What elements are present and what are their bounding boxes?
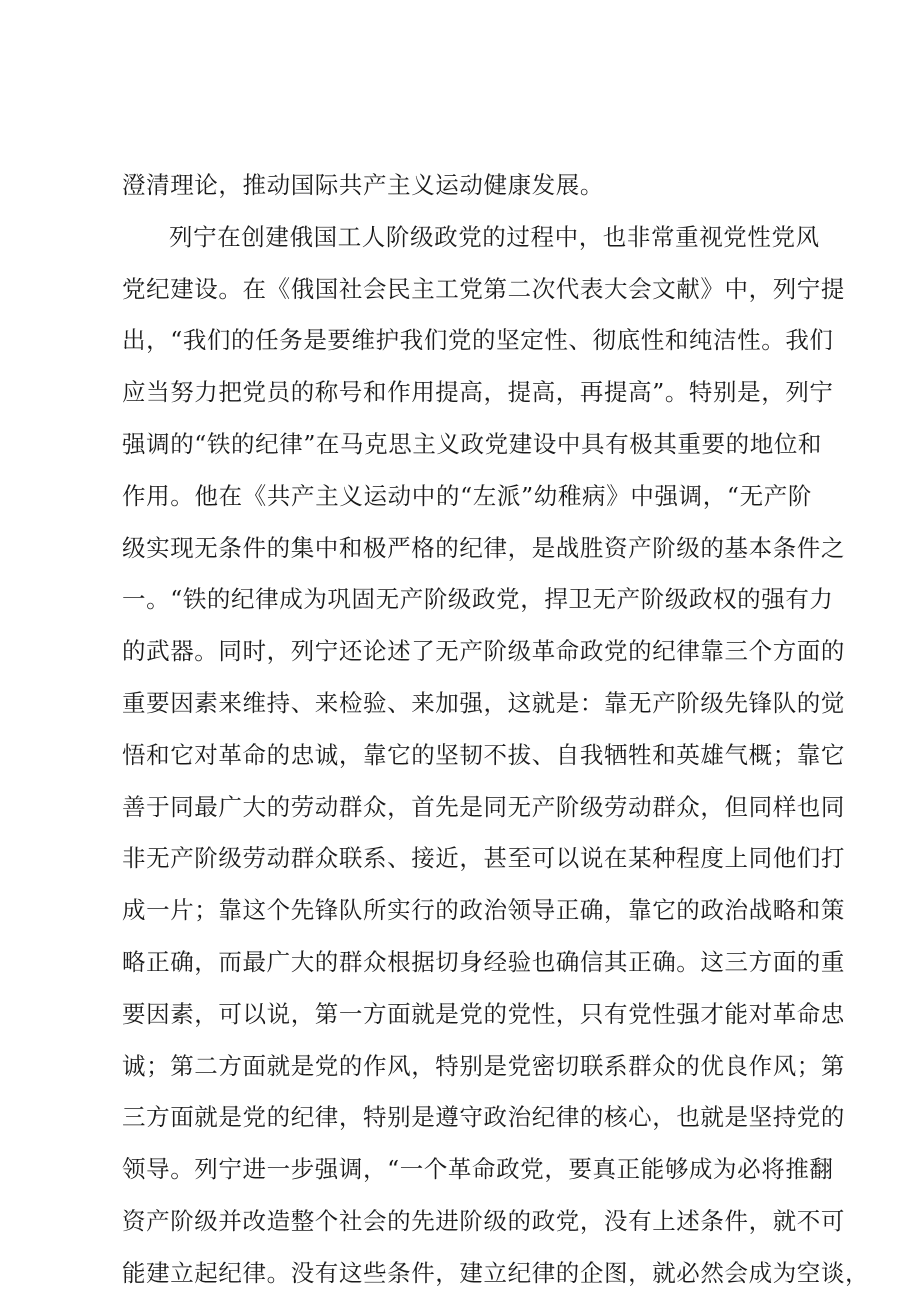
text-line: 应当努力把党员的称号和作用提高，提高，再提高”。特别是，列宁 (122, 378, 834, 407)
paragraph-first-line: 列宁在创建俄国工人阶级政党的过程中，也非常重视党性党风 (169, 222, 820, 251)
text-line: 一。“铁的纪律成为巩固无产阶级政党，捍卫无产阶级政权的强有力 (122, 585, 834, 614)
text-line: 重要因素来维持、来检验、来加强，这就是：靠无产阶级先锋队的觉 (122, 688, 845, 717)
text-line: 三方面就是党的纪律，特别是遵守政治纪律的核心，也就是坚持党的 (122, 1103, 845, 1132)
body-text (122, 160, 870, 1300)
text-line: 领导。列宁进一步强调，“一个革命政党，要真正能够成为必将推翻 (122, 1155, 834, 1184)
text-line: 强调的“铁的纪律”在马克思主义政党建设中具有极其重要的地位和 (122, 429, 823, 458)
text-line: 要因素，可以说，第一方面就是党的党性，只有党性强才能对革命忠 (122, 999, 845, 1028)
text-line: 资产阶级并改造整个社会的先进阶级的政党，没有上述条件，就不可 (122, 1206, 845, 1235)
text-line: 诚；第二方面就是党的作风，特别是党密切联系群众的优良作风；第 (122, 1051, 845, 1080)
text-line: 非无产阶级劳动群众联系、接近，甚至可以说在某种程度上同他们打 (122, 844, 845, 873)
text-line: 澄清理论，推动国际共产主义运动健康发展。 (122, 171, 604, 199)
text-line: 出，“我们的任务是要维护我们党的坚定性、彻底性和纯洁性。我们 (122, 326, 834, 355)
text-line: 成一片；靠这个先锋队所实行的政治领导正确，靠它的政治战略和策 (122, 896, 845, 925)
text-line: 善于同最广大的劳动群众，首先是同无产阶级劳动群众，但同样也同 (122, 792, 845, 821)
text-line: 党纪建设。在《俄国社会民主工党第二次代表大会文献》中，列宁提 (122, 274, 845, 303)
text-line: 作用。他在《共产主义运动中的“左派”幼稚病》中强调，“无产阶 (122, 481, 812, 510)
text-line: 悟和它对革命的忠诚，靠它的坚韧不拔、自我牺牲和英雄气概；靠它 (122, 740, 845, 769)
text-line: 略正确，而最广大的群众根据切身经验也确信其正确。这三方面的重 (122, 947, 845, 976)
text-line: 级实现无条件的集中和极严格的纪律，是战胜资产阶级的基本条件之 (122, 533, 845, 562)
text-line: 能建立起纪律。没有这些条件，建立纪律的企图，就必然会成为空谈， (122, 1258, 870, 1287)
text-line: 的武器。同时，列宁还论述了无产阶级革命政党的纪律靠三个方面的 (122, 637, 845, 666)
